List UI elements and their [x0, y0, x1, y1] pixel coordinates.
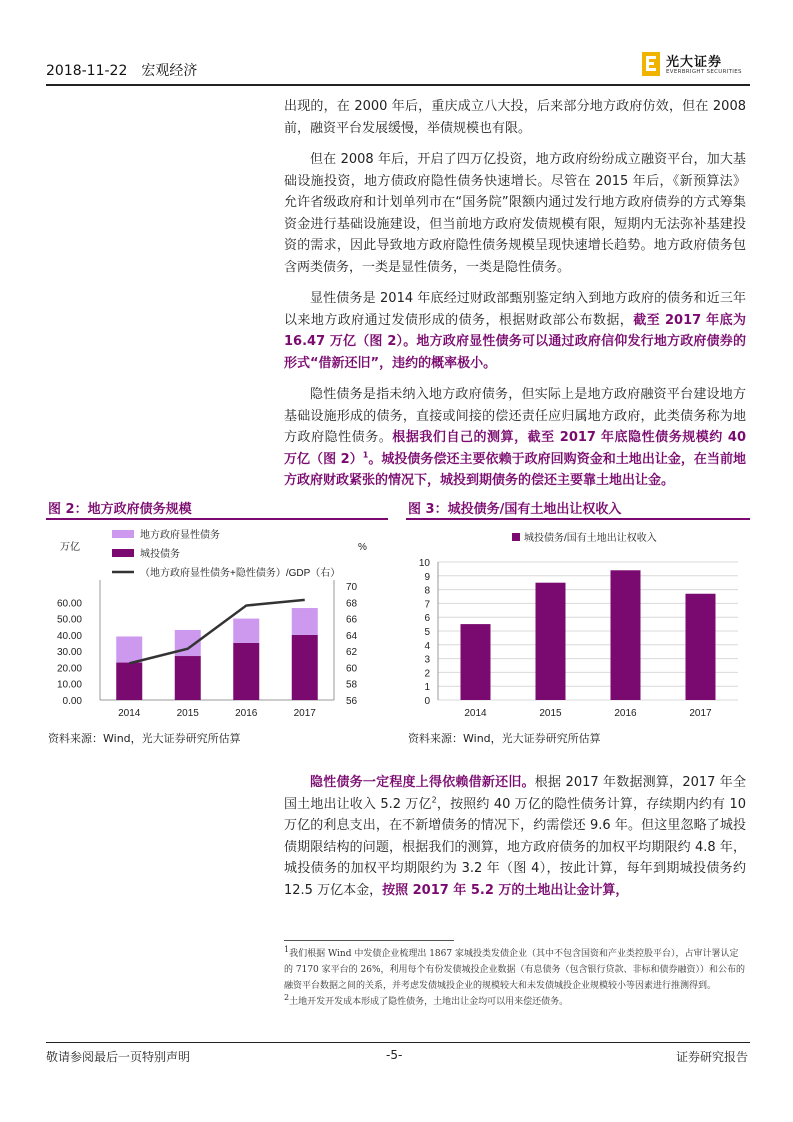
legend-label-explicit-debt: 地方政府显性债务 — [140, 530, 220, 541]
footnote-2: $^2$土地开发开发成本形成了隐性债务，土地出让金均可以用来偿还债务。 — [284, 993, 569, 1007]
header-rule — [46, 84, 750, 86]
bar-ratio — [611, 570, 641, 700]
y-tick-label-left: 50.00 — [56, 614, 82, 626]
y-tick-label-left: 20.00 — [56, 663, 82, 675]
bar-chengtou-debt — [116, 663, 142, 700]
paragraph-3: 显性债务是 2014 年底经过财政部甄别鉴定纳入到地方政府的债务和近三年以来地方政府通过发债形成的债务，根据财政部公布数据，截至 2017 年底为 16.47 万亿（图 2）。地方政府显性债务可以通过政府信仰发行地方政府债券的形式“借新还旧”，违约的概率极小。 — [284, 291, 746, 371]
figure-2-chart — [46, 522, 388, 722]
y-tick-label: 4 — [424, 640, 430, 652]
figure-2-rule — [46, 518, 388, 520]
x-tick-label: 2015 — [539, 708, 562, 719]
bar-chengtou-debt — [292, 635, 318, 700]
logo-mark-icon — [640, 51, 662, 77]
y-tick-label: 7 — [424, 599, 430, 611]
bar-explicit-debt — [233, 619, 259, 643]
bar-explicit-debt — [116, 636, 142, 662]
y-tick-label-left: 0.00 — [62, 696, 82, 707]
y-tick-label-left: 10.00 — [56, 679, 82, 691]
legend-label-chengtou-debt: 城投债务 — [140, 549, 180, 560]
y-tick-label: 2 — [424, 668, 430, 680]
logo-text: 光大证券 — [666, 55, 723, 70]
x-tick-label: 2016 — [614, 708, 637, 719]
legend-swatch-ratio — [512, 533, 520, 541]
y-tick-label-right: 66 — [346, 614, 358, 626]
paragraph-2: 但在 2008 年后，开启了四万亿投资，地方政府纷纷成立融资平台，加大基础设施投资，地方债政府隐性债务快速增长。尽管在 2015 年后，《新预算法》允许省级政府和计划单列市在“国务院”限额内通过发行地方政府债券的方式筹集资金进行基础设施建设，但当前地方政府发债规模有限，短期内无法弥补基建投资的需求，因此导致地方政府隐性债务规模呈现快速增长趋势。地方政府债务包含两类债务，一类是显性债务，一类是隐性债务。 — [284, 152, 746, 275]
bar-chengtou-debt — [175, 656, 201, 700]
line-ratio-series — [129, 600, 305, 664]
y-tick-label-right: 62 — [346, 647, 358, 659]
header-section: 宏观经济 — [141, 63, 198, 79]
bar-ratio — [461, 624, 491, 700]
x-tick-label: 2014 — [464, 708, 487, 719]
x-tick-label: 2017 — [293, 708, 316, 719]
footer-disclaimer: 敬请参阅最后一页特别声明 — [46, 1050, 191, 1064]
figure-3-rule — [406, 518, 750, 520]
figure-2-title: 图 2：地方政府债务规模 — [48, 502, 192, 517]
y-tick-label-right: 68 — [346, 598, 358, 610]
y-axis-unit-left: 万亿 — [60, 542, 80, 553]
figure-3-source: 资料来源：Wind，光大证券研究所估算 — [408, 732, 601, 745]
y-tick-label: 1 — [424, 682, 430, 694]
y-axis-unit-right: % — [358, 542, 367, 553]
y-tick-label-right: 70 — [346, 582, 358, 593]
y-tick-label: 9 — [424, 571, 430, 583]
legend-label-ratio: 城投债务/国有土地出让权收入 — [524, 533, 657, 544]
y-tick-label: 5 — [424, 627, 430, 638]
bar-explicit-debt — [292, 608, 318, 635]
body-text-lower — [284, 772, 746, 901]
header-date: 2018-11-22 宏观经济 — [46, 63, 198, 79]
x-tick-label: 2017 — [689, 708, 712, 719]
paragraph-5: 隐性债务一定程度上得依赖借新还旧。根据 2017 年数据测算，2017 年全国土地出让收入 5.2 万亿$^2$，按照约 40 万亿的隐性债务计算，存续期内约有 10 万亿的利息支出，在不新增债务的情况下，约需偿还 9.6 年。但这里忽略了城投债期限结构的问题，根据我们的测算，地方政府债务的加权平均期限约 4.8 年，城投债务的加权平均期限约为 3.2 年（图 4），按此计算，每年到期城投债务约 12.5 万亿本金，按照 2017 年 5.2 万的土地出让金计算， — [284, 775, 746, 898]
body-text-upper — [284, 96, 746, 492]
y-tick-label-right: 64 — [346, 630, 358, 642]
bar-ratio — [686, 594, 716, 700]
paragraph-1: 出现的，在 2000 年后，重庆成立八大投，后来部分地方政府仿效，但在 2008 前，融资平台发展缓慢，举债规模也有限。 — [284, 99, 746, 136]
footnote-1: $^1$我们根据 Wind 中发债企业梳理出 1867 家城投类发债企业（其中不包含国资和产业类控股平台），占审计署认定的 7170 家平台的 26%，利用每个有份发债城投企业数据（有息债务（包含银行贷款、非标和债券融资））和公布的融资平台数据之间的关系，并考虑发债城投企业的规模较大和未发债城投企业规模较小等因素进行推测得到。 — [284, 945, 745, 991]
footer-report-type: 证券研究报告 — [676, 1050, 749, 1064]
legend-swatch-chengtou-debt — [112, 549, 134, 557]
logo-subtext: EVERBRIGHT SECURITIES — [666, 69, 742, 75]
y-tick-label: 3 — [424, 654, 430, 666]
y-tick-label-left: 40.00 — [56, 630, 82, 642]
y-tick-label-left: 60.00 — [56, 598, 82, 610]
y-tick-label-left: 30.00 — [56, 647, 82, 659]
footnotes — [284, 946, 746, 1010]
y-tick-label-right: 60 — [346, 663, 358, 675]
footnote-rule — [284, 940, 454, 941]
y-tick-label-right: 58 — [346, 679, 358, 691]
y-tick-label: 6 — [424, 613, 430, 625]
figure-3-chart — [406, 522, 750, 722]
x-tick-label: 2014 — [118, 708, 141, 719]
bar-chengtou-debt — [233, 643, 259, 700]
x-tick-label: 2015 — [176, 708, 199, 719]
x-tick-label: 2016 — [235, 708, 258, 719]
page-number: -5- — [386, 1048, 403, 1062]
y-tick-label: 10 — [418, 558, 430, 569]
bar-ratio — [536, 583, 566, 700]
y-tick-label: 8 — [424, 585, 430, 597]
y-tick-label: 0 — [424, 696, 430, 707]
figure-3-title: 图 3：城投债务/国有土地出让权收入 — [408, 502, 622, 517]
figure-2-source: 资料来源：Wind，光大证券研究所估算 — [48, 732, 241, 745]
paragraph-4: 隐性债务是指未纳入地方政府债务，但实际上是地方政府融资平台建设地方基础设施形成的债务，直接或间接的偿还责任应归属地方政府，此类债务称为地方政府隐性债务。根据我们自己的测算，截至 2017 年底隐性债务规模约 40 万亿（图 2）$^1$。城投债务偿还主要依赖于政府回购资金和土地出让金，在当前地方政府财政紧张的情况下，城投到期债务的偿还主要靠土地出让金。 — [284, 387, 746, 488]
footer-rule — [46, 1042, 750, 1043]
y-tick-label-right: 56 — [346, 696, 358, 707]
legend-swatch-explicit-debt — [112, 530, 134, 538]
legend-label-ratio-line: （地方政府显性债务+隐性债务）/GDP（右） — [140, 568, 341, 579]
company-logo — [640, 48, 750, 82]
